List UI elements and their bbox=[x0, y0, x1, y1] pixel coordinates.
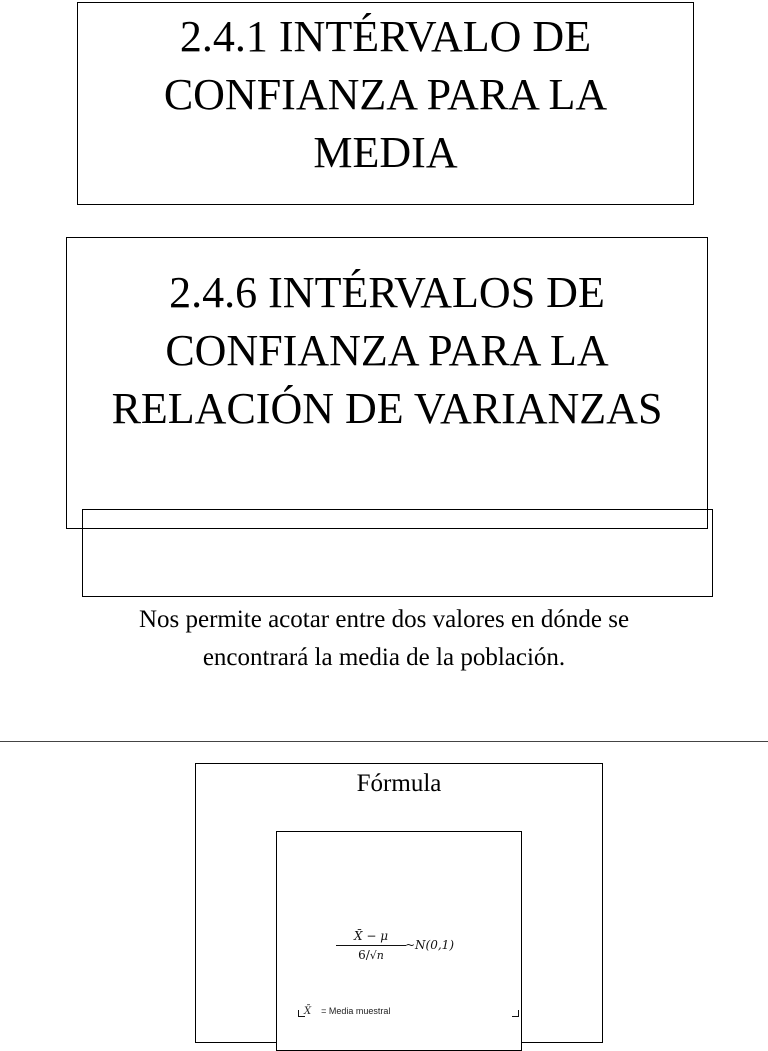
formula-denominator-bottom: √n bbox=[369, 949, 384, 962]
formula-fraction bbox=[336, 929, 406, 962]
formula-distribution: ~N(0,1) bbox=[405, 938, 455, 952]
slide-1-title: 2.4.1 INTÉRVALO DE CONFIANZA PARA LA MEDIA bbox=[163, 12, 608, 177]
formula-denominator-top: 6 bbox=[358, 948, 366, 962]
formula-denominator: 6/√n bbox=[358, 948, 384, 962]
formula-legend bbox=[304, 1006, 390, 1017]
formula-numerator: X̄ − μ bbox=[336, 929, 406, 946]
page-divider bbox=[0, 741, 768, 742]
legend-symbol: X̄ bbox=[304, 1006, 312, 1017]
empty-placeholder-frame bbox=[82, 509, 713, 597]
legend-text: = Media muestral bbox=[321, 1006, 391, 1016]
description-text: Nos permite acotar entre dos valores en dónde se encontrará la media de la población. bbox=[138, 606, 630, 671]
formula-label: Fórmula bbox=[356, 770, 442, 797]
image-corner-mark-right bbox=[512, 1010, 519, 1017]
slide-2-title: 2.4.6 INTÉRVALOS DE CONFIANZA PARA LA RELACIÓN DE VARIANZAS bbox=[111, 268, 663, 433]
